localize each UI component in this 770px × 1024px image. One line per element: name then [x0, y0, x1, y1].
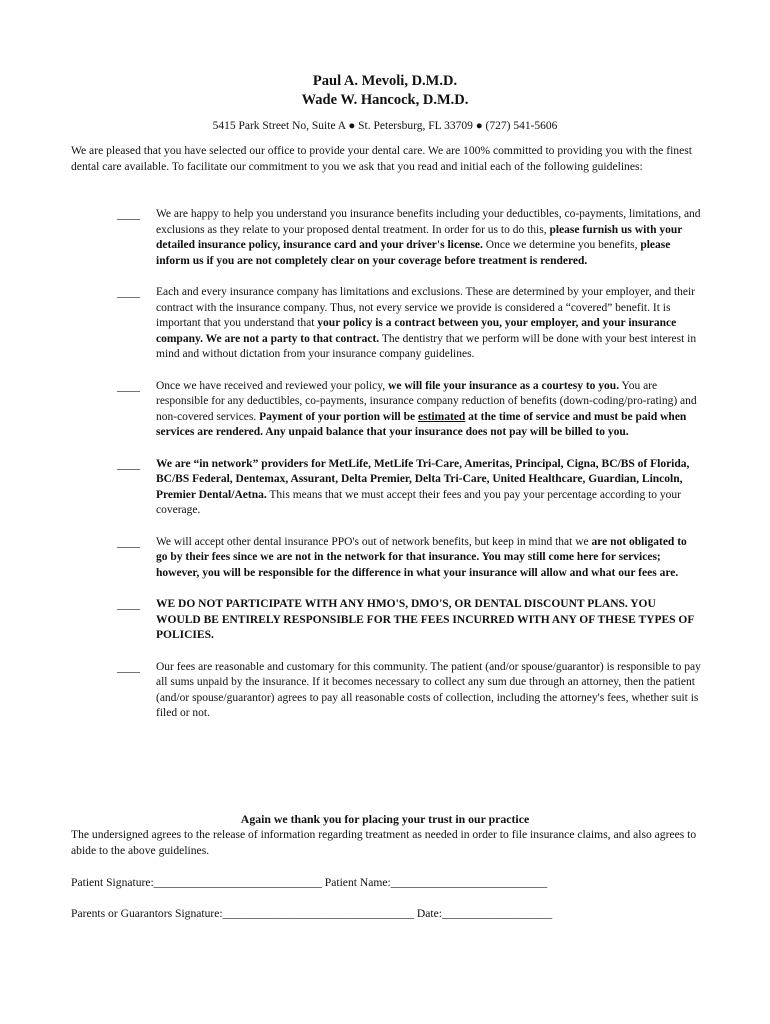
bold-text: WE DO NOT PARTICIPATE WITH ANY HMO'S, DMO'S, OR DENTAL DISCOUNT PLANS. YOU WOULD BE ENTIRELY RESPONSIBLE FOR THE FEES INCURRED WITH ANY OF THESE TYPES OF POLICIES. [156, 598, 694, 641]
bold-text: your policy is a contract between you, your employer, and your insurance company. We are not a party to that contract. [156, 317, 677, 345]
text: You are responsible for any deductibles, co-payments, insurance company reduction of benefits (down-coding/pro-rating) and non-covered services. [156, 379, 697, 423]
initial-field[interactable]: ____ [117, 661, 140, 674]
guarantor-signature-field[interactable]: _________________________________ [222, 907, 414, 920]
agreement-paragraph: The undersigned agrees to the release of information regarding treatment as needed in order to file insurance claims, and also agrees to abide to the above guidelines. [71, 828, 697, 857]
thank-you-heading: Again we thank you for placing your trust in our practice [240, 812, 530, 826]
text: This means that we must accept their fees and you pay your percentage according to your coverage. [156, 488, 681, 516]
initial-field[interactable]: ____ [117, 458, 140, 471]
bold-text: please furnish us with your detailed insurance policy, insurance card and your driver's license. [156, 223, 683, 251]
initial-field[interactable]: ____ [117, 209, 140, 221]
guideline-insurance-benefits [0, 207, 701, 269]
patient-name-field[interactable]: ___________________________ [390, 876, 548, 889]
guarantor-signature-row [71, 907, 552, 920]
patient-signature-field[interactable]: _____________________________ [153, 876, 322, 889]
text: Once we have received and reviewed your policy, [156, 379, 389, 392]
intro-paragraph: We are pleased that you have selected our office to provide your dental care. We are 100% committed to providing you with the finest dental care available. To facilitate our commitment to you we ask that you read and initial each of the following guidelines: [71, 144, 692, 173]
patient-signature-label: Patient Signature: [71, 876, 154, 889]
guideline-text [156, 285, 701, 363]
patient-name-label: Patient Name: [321, 876, 391, 889]
text: The dentistry that we perform will be done with your best interest in mind and without dictation from your insurance company guidelines. [156, 332, 697, 360]
practice-address: 5415 Park Street No, Suite A ● St. Petersburg, FL 33709 ● (727) 541-5606 [212, 120, 558, 132]
initial-field[interactable]: ____ [117, 380, 140, 393]
bold-text: We are “in network” providers for MetLife, MetLife Tri-Care, Ameritas, Principal, Cigna, BC/BS of Florida, BC/BS Federal, Dentemax, Assurant, Delta Premier, Delta Tri-Care, United Healthcare, Guardian, Lincoln, Premier Dental/Aetna. [156, 457, 690, 501]
guideline-out-of-network [0, 535, 701, 582]
guideline-no-hmo [0, 597, 701, 644]
underlined-text: estimated [418, 410, 466, 423]
guideline-fees [0, 660, 701, 722]
date-label: Date: [413, 907, 442, 920]
guideline-text [156, 535, 701, 582]
text: Once we determine you benefits, [482, 239, 641, 251]
guideline-limitations [0, 285, 701, 363]
text: We will accept other dental insurance PPO's out of network benefits, but keep in mind that we [156, 535, 592, 548]
doctor-name-2: Wade W. Hancock, D.M.D. [301, 92, 469, 108]
bold-text: are not obligated to go by their fees since we are not in the network for that insurance. You may still come here for services; however, you will be responsible for the difference in what your insurance will allow and what our fees are. [156, 535, 687, 579]
guideline-text [156, 379, 701, 441]
bold-text: we will file your insurance as a courtesy to you. [388, 379, 620, 392]
bold-text: Payment of your portion will be [259, 410, 419, 423]
patient-signature-row [71, 876, 547, 889]
text: Each and every insurance company has limitations and exclusions. These are determined by your employer, and their contract with the insurance company. Thus, not every service we provide is considered a “covered” benefit. It is important that you understand that [156, 286, 696, 329]
guideline-text [156, 660, 701, 722]
text: We are happy to help you understand you insurance benefits including your deductibles, co-payments, limitations, and exclusions as they relate to your proposed dental treatment. In order for us to do this, [156, 208, 701, 236]
bold-text: please inform us if you are not completely clear on your coverage before treatment is rendered. [156, 239, 671, 267]
initial-field[interactable]: ____ [117, 536, 140, 549]
guideline-in-network [0, 457, 701, 519]
practice-header [0, 72, 770, 110]
guideline-filing [0, 379, 701, 441]
initial-field[interactable]: ____ [117, 287, 140, 299]
guideline-text [156, 457, 701, 519]
text: Our fees are reasonable and customary for this community. The patient (and/or spouse/guarantor) is responsible to pay all sums unpaid by the insurance. If it becomes necessary to collect any sum due through an attorney, then the patient (and/or spouse/guarantor) agrees to pay all reasonable costs of collection, including the attorney's fees, whether suit is filed or not. [156, 660, 701, 719]
guidelines-list [0, 207, 770, 738]
guideline-text [156, 597, 701, 644]
guideline-text [156, 207, 701, 269]
doctor-name-1: Paul A. Mevoli, D.M.D. [312, 73, 458, 89]
guarantor-signature-label: Parents or Guarantors Signature: [71, 907, 223, 920]
initial-field[interactable]: ____ [117, 599, 140, 611]
bold-text: at the time of service and must be paid when services are rendered. Any unpaid balance that your insurance does not pay will be billed to you. [156, 410, 687, 438]
date-field[interactable]: ___________________ [441, 907, 553, 920]
